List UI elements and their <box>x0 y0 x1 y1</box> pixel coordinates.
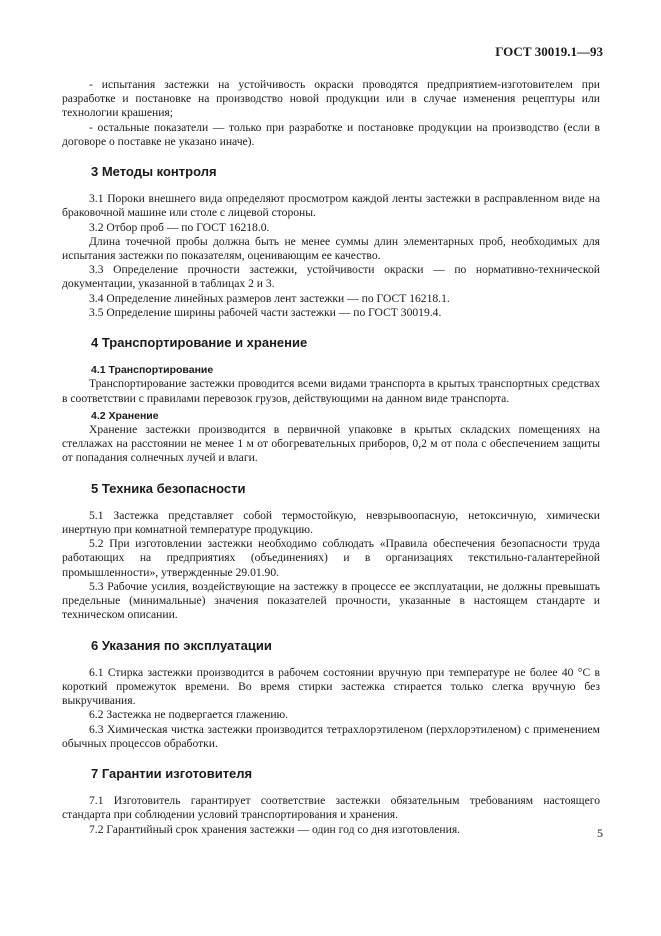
section-6-title: 6 Указания по эксплуатации <box>91 637 272 653</box>
section-3-paragraph: 3.1 Пороки внешнего вида определяют просмотром каждой ленты застежки в расправленном виде на браковочной машине или столе с лицевой стороны. <box>62 192 600 220</box>
page-number: 5 <box>597 826 603 840</box>
section-5-paragraph: 5.2 При изготовлении застежки необходимо соблюдать «Правила обеспечения безопасности труда работающих на предприятиях (объединениях) и в организациях текстильно-галантерейной промышленности», утвержденные 29.01.90. <box>62 537 600 579</box>
section-3-paragraph: 3.3 Определение прочности застежки, устойчивости окраски — по нормативно-технической документации, указанной в таблицах 2 и 3. <box>62 263 600 291</box>
intro-paragraph: - испытания застежки на устойчивость окраски проводятся предприятием-изготовителем при разработке и постановке на производство новой продукции или в случае изменения рецептуры или технологии крашения; <box>62 78 600 120</box>
section-5-paragraph: 5.1 Застежка представляет собой термостойкую, невзрывоопасную, нетоксичную, химически инертную при комнатной температуре продукцию. <box>62 508 600 537</box>
section-6-paragraph: 6.2 Застежка не подвергается глажению. <box>89 708 289 722</box>
section-7-title: 7 Гарантии изготовителя <box>91 765 253 781</box>
section-6-paragraph: 6.3 Химическая чистка застежки производится тетрахлорэтиленом (перхлорэтиленом) с применением обычных процессов обработки. <box>62 722 600 750</box>
section-5-paragraph: 5.3 Рабочие усилия, воздействующие на застежку в процессе ее эксплуатации, не должны превышать предельные (минимальные) значения показателей прочности, указанные в настоящем стандарте и техническом описании. <box>62 579 600 622</box>
section-6-paragraph: 6.1 Стирка застежки производится в рабочем состоянии вручную при температуре не более 40 °С в короткий промежуток времени. Во время стирки застежка стирается только слегка вручную без выкручивания. <box>62 665 600 708</box>
document-header: ГОСТ 30019.1—93 <box>495 44 603 59</box>
section-4-title: 4 Транспортирование и хранение <box>91 335 308 351</box>
section-7-paragraph: 7.2 Гарантийный срок хранения застежки — один год со дня изготовления. <box>89 822 461 836</box>
section-4-paragraph: Хранение застежки производится в первичной упаковке в крытых складских помещениях на стеллажах на расстоянии не менее 1 м от обогревательных приборов, 0,2 м от пола с обеспечением защиты от попадания солнечных лучей и влаги. <box>62 423 600 465</box>
subsection-4-2-title: 4.2 Хранение <box>91 409 159 422</box>
subsection-4-1-title: 4.1 Транспортирование <box>91 364 214 377</box>
section-3-paragraph: 3.2 Отбор проб — по ГОСТ 16218.0. <box>89 220 270 234</box>
section-3-paragraph: 3.4 Определение линейных размеров лент застежки — по ГОСТ 16218.1. <box>89 291 450 305</box>
section-3-title: 3 Методы контроля <box>91 164 217 180</box>
section-7-paragraph: 7.1 Изготовитель гарантирует соответствие застежки обязательным требованиям настоящего стандарта при соблюдении условий транспортирования и хранения. <box>62 794 600 822</box>
section-3-paragraph: 3.5 Определение ширины рабочей части застежки — по ГОСТ 30019.4. <box>89 305 442 319</box>
section-3-paragraph: Длина точечной пробы должна быть не менее суммы длин элементарных проб, необходимых для испытания застежки по показателям, оценивающим ее качество. <box>62 234 600 263</box>
intro-paragraph: - остальные показатели — только при разработке и постановке продукции на производство (если в договоре о поставке не указано иначе). <box>62 120 600 148</box>
page-content <box>62 78 600 837</box>
section-5-title: 5 Техника безопасности <box>91 480 246 496</box>
section-4-paragraph: Транспортирование застежки проводится всеми видами транспорта в крытых транспортных средствах в соответствии с правилами перевозок грузов, действующими на данном виде транспорта. <box>62 377 600 405</box>
